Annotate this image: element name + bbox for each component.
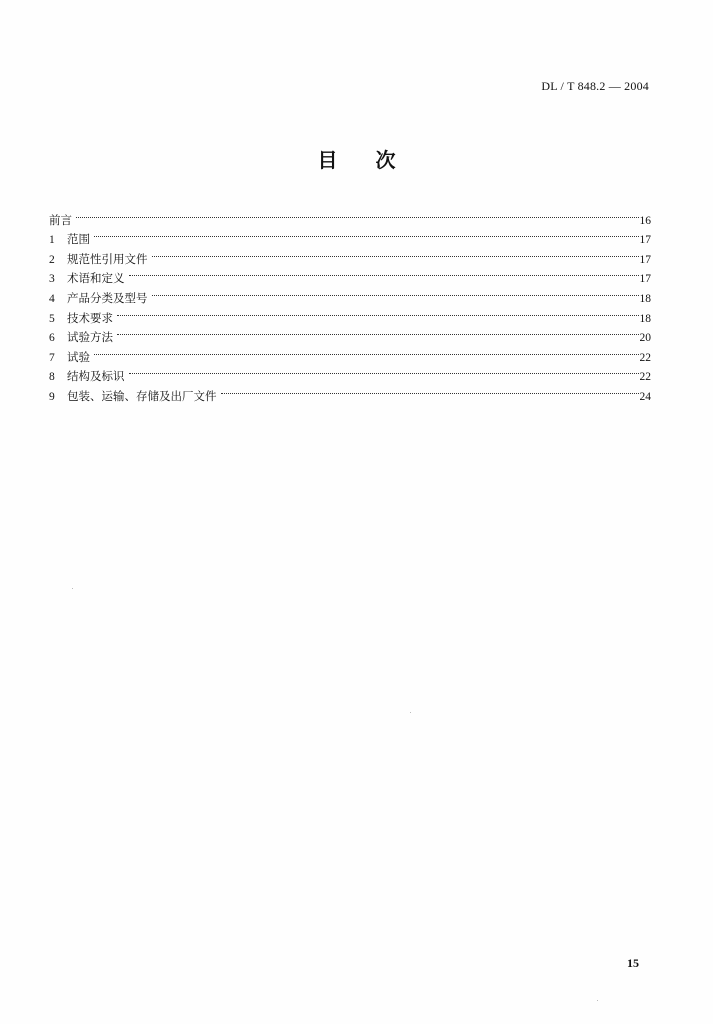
toc-entry[interactable] [49,282,651,305]
toc-entry-label: 包装、运输、存储及出厂文件 [67,388,217,403]
toc-entry-number: 2 [49,253,55,266]
toc-leader-dots [152,282,639,302]
table-of-contents [49,204,651,403]
toc-entry-label: 试验 [67,349,90,364]
toc-title: 目次 [317,148,434,172]
toc-leader-dots [152,243,639,263]
toc-leader-dots [117,322,639,342]
toc-entry-number: 7 [49,351,55,364]
toc-entry-number: 6 [49,332,55,345]
toc-entry-page: 20 [639,332,651,345]
page-number: 15 [627,956,639,970]
scan-speck [597,1000,598,1001]
toc-entry[interactable] [49,341,651,364]
toc-entry-number: 8 [49,371,55,384]
toc-entry-page: 22 [639,371,651,384]
toc-entry-number: 3 [49,273,55,286]
toc-entry-number: 4 [49,292,55,305]
toc-leader-dots [94,341,639,361]
toc-entry-page: 18 [639,292,651,305]
toc-entry-label: 术语和定义 [67,271,125,286]
toc-entry[interactable] [49,263,651,286]
toc-entry[interactable] [49,224,651,247]
toc-entry-label: 技术要求 [67,310,113,325]
toc-entry-label: 结构及标识 [67,369,125,384]
toc-entry-page: 17 [639,253,651,266]
toc-entry-page: 16 [639,214,651,227]
toc-entry-page: 22 [639,351,651,364]
toc-entry-page: 17 [639,234,651,247]
document-code: DL / T 848.2 — 2004 [541,79,649,93]
toc-entry-label: 范围 [67,232,90,247]
toc-entry[interactable] [49,302,651,325]
toc-entry[interactable] [49,322,651,345]
toc-leader-dots [129,361,639,381]
toc-leader-dots [117,302,639,322]
toc-entry[interactable] [49,361,651,384]
toc-entry-label: 试验方法 [67,330,113,345]
toc-entry-label: 规范性引用文件 [67,251,148,266]
toc-leader-dots [129,263,639,283]
toc-entry-number: 1 [49,234,55,247]
toc-entry-page: 24 [639,390,651,403]
scan-speck [72,588,73,589]
toc-entry-label: 产品分类及型号 [67,290,148,305]
toc-entry-label: 前言 [49,212,72,227]
toc-leader-dots [76,204,639,224]
toc-leader-dots [94,224,639,244]
toc-entry-number: 5 [49,312,55,325]
toc-entry-page: 17 [639,273,651,286]
toc-leader-dots [221,380,639,400]
toc-entry[interactable] [49,380,651,403]
toc-entry-number: 9 [49,390,55,403]
scan-speck [410,712,411,713]
toc-entry[interactable] [49,243,651,266]
toc-entry-page: 18 [639,312,651,325]
toc-entry[interactable] [49,204,651,227]
